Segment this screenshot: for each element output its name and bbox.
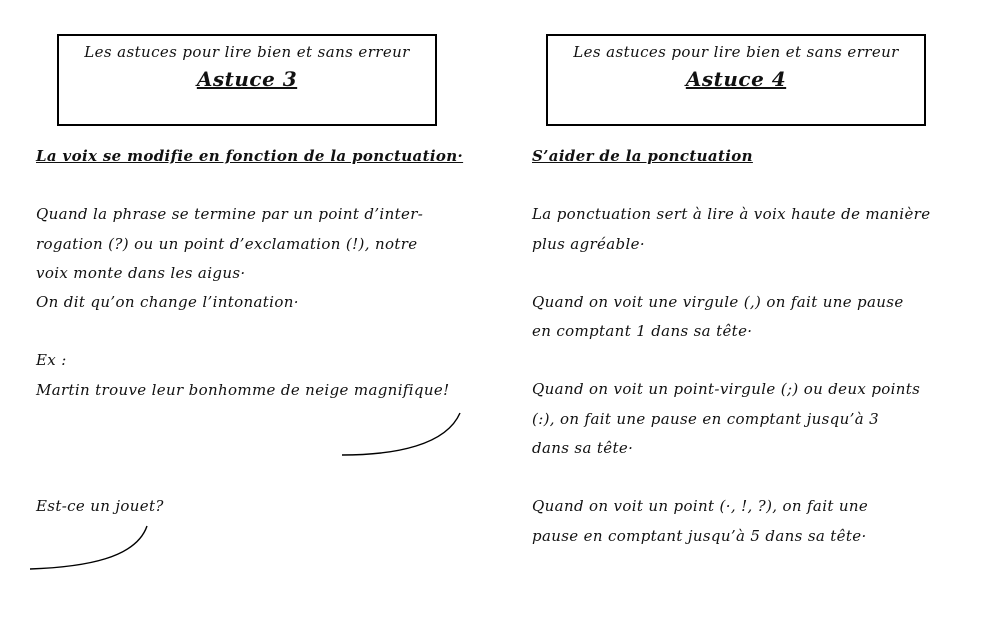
astuce-4-virgule-rule — [532, 288, 972, 347]
intro-line: La ponctuation sert à lire à voix haute de manière — [532, 205, 931, 224]
rule-line: pause en comptant jusqu’à 5 dans sa tête· — [532, 526, 867, 545]
intonation-curve-exclamation — [336, 405, 466, 465]
astuce-3-subtitle: Les astuces pour lire bien et sans erreur — [84, 43, 410, 61]
astuce-4-subtitle: Les astuces pour lire bien et sans erreur — [573, 43, 899, 61]
astuce-4-title-box — [546, 34, 926, 126]
astuce-3-explanation — [36, 200, 484, 317]
rule-line: Quand on voit une virgule (,) on fait une pause — [532, 292, 904, 311]
astuce-4-title: Astuce 4 — [685, 67, 787, 91]
astuce-4-intro — [532, 200, 972, 259]
example-sentence-exclamation: Martin trouve leur bonhomme de neige magnifique! — [36, 380, 450, 399]
astuce-4-heading: S’aider de la ponctuation — [532, 147, 753, 165]
intonation-curve-question — [26, 520, 156, 580]
explanation-line: Quand la phrase se termine par un point d’inter- — [36, 205, 424, 224]
astuce-3-heading: La voix se modifie en fonction de la ponctuation· — [36, 147, 464, 165]
rule-line: Quand on voit un point (·, !, ?), on fait une — [532, 497, 869, 516]
rule-line: dans sa tête· — [532, 439, 634, 458]
example-sentence-question: Est-ce un jouet? — [36, 497, 164, 516]
astuce-3-title-box — [57, 34, 437, 126]
explanation-line: rogation (?) ou un point d’exclamation (!), notre — [36, 234, 418, 253]
rule-line: Quand on voit un point-virgule (;) ou deux points — [532, 380, 921, 399]
astuce-4-column — [532, 142, 972, 580]
astuce-4-point-virgule-rule — [532, 375, 972, 463]
astuce-4-point-rule — [532, 492, 972, 551]
intro-line: plus agréable· — [532, 234, 646, 253]
explanation-line: voix monte dans les aigus· — [36, 263, 246, 282]
rule-line: en comptant 1 dans sa tête· — [532, 322, 753, 341]
rule-line: (:), on fait une pause en comptant jusqu’à 3 — [532, 409, 880, 428]
explanation-line: On dit qu’on change l’intonation· — [36, 293, 299, 312]
astuce-3-title: Astuce 3 — [196, 67, 298, 91]
example-label: Ex : — [36, 351, 67, 370]
